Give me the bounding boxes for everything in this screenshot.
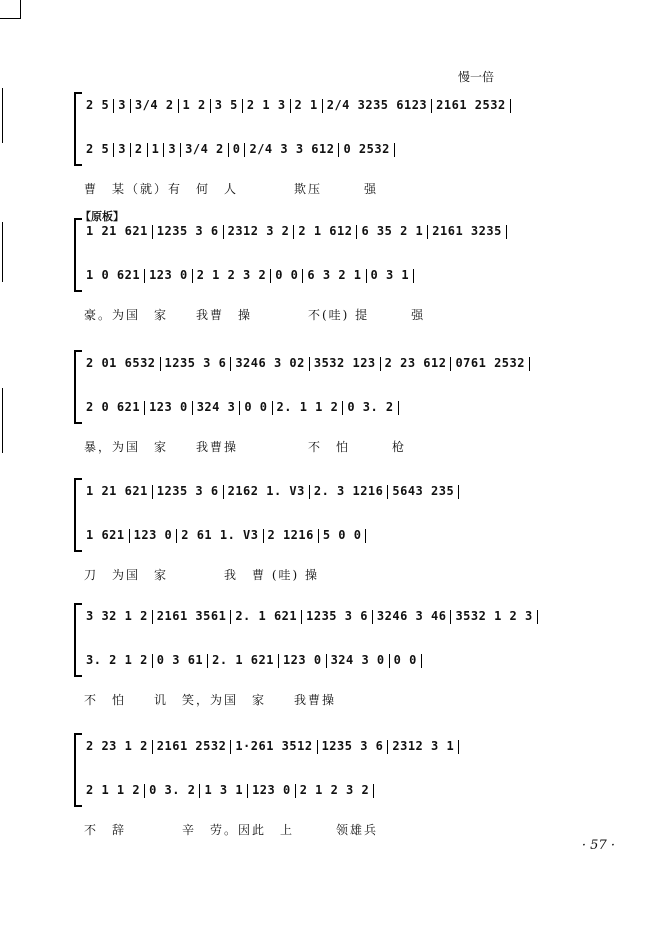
barline	[309, 357, 310, 371]
barline	[230, 610, 231, 624]
page-number: · 57 ·	[581, 838, 615, 853]
upper-staff	[84, 609, 540, 625]
barline	[373, 784, 374, 798]
measure: 3246 3 46	[376, 609, 447, 623]
barline	[244, 143, 245, 157]
measure: 3532 123	[313, 356, 376, 370]
measure: 2	[134, 142, 143, 156]
measure: 3. 2 1 2	[86, 653, 148, 667]
barline	[129, 529, 130, 543]
measure: 0 3. 2	[347, 400, 394, 414]
measure: 1	[151, 142, 160, 156]
measure: 3246 3 02	[235, 356, 305, 370]
lyrics-line: 豪。为国 家 我曹 操 不(哇) 提 强	[84, 308, 426, 322]
system-brace	[74, 603, 82, 677]
barline	[192, 401, 193, 415]
barline	[427, 225, 428, 239]
lyrics-line: 曹 某（就）有 何 人 欺压 强	[84, 182, 379, 196]
measure: 0 2532	[343, 142, 390, 156]
measure: 0 3 1	[370, 268, 410, 282]
lower-staff	[84, 528, 368, 544]
barline	[228, 143, 229, 157]
upper-staff	[84, 224, 509, 240]
barline	[152, 485, 153, 499]
upper-staff	[84, 739, 461, 755]
measure: 3 5	[214, 98, 238, 112]
edge-mark	[2, 88, 3, 143]
barline	[144, 784, 145, 798]
measure: 2 1 2 3 2	[196, 268, 267, 282]
system-brace	[74, 92, 82, 166]
measure: 0 0	[275, 268, 299, 282]
measure: 2161 2532	[436, 98, 506, 112]
measure: 1 21 621	[86, 484, 148, 498]
measure: 3	[118, 142, 126, 156]
measure: 2. 1 621	[212, 653, 274, 667]
barline	[242, 99, 243, 113]
measure: 0761 2532	[455, 356, 525, 370]
measure: 2161 3561	[156, 609, 227, 623]
measure: 123 0	[133, 528, 173, 542]
barline	[431, 99, 432, 113]
measure: 2 1	[294, 98, 318, 112]
lyrics-line: 暴，为国 家 我曹操 不 怕 枪	[84, 440, 407, 454]
barline	[152, 225, 153, 239]
measure: 2 1 612	[298, 224, 353, 238]
measure: 1235 3 6	[306, 609, 368, 623]
barline	[152, 654, 153, 668]
barline	[152, 740, 153, 754]
measure: 0 3. 2	[149, 783, 196, 797]
measure: 5643 235	[392, 484, 455, 498]
crop-mark	[0, 0, 21, 19]
upper-staff	[84, 484, 461, 500]
barline	[318, 529, 319, 543]
lower-staff	[84, 142, 397, 158]
barline	[192, 269, 193, 283]
upper-staff	[84, 356, 532, 372]
barline	[130, 99, 131, 113]
barline	[113, 143, 114, 157]
barline	[210, 99, 211, 113]
measure: 2 23 612	[384, 356, 447, 370]
measure: 2 1 1 2	[86, 783, 141, 797]
barline	[130, 143, 131, 157]
lyrics-line: 不 怕 讥 笑，为国 家 我曹操	[84, 693, 337, 707]
barline	[180, 143, 181, 157]
measure: 2 61 1. V3	[181, 528, 259, 542]
measure: 0 3 61	[156, 653, 204, 667]
barline	[144, 269, 145, 283]
measure: 1235 3 6	[321, 739, 384, 753]
barline	[230, 740, 231, 754]
barline	[366, 269, 367, 283]
barline	[398, 401, 399, 415]
system-brace	[74, 733, 82, 807]
measure: 2. 3 1216	[313, 484, 384, 498]
measure: 2 5	[86, 98, 110, 112]
barline	[247, 784, 248, 798]
barline	[272, 401, 273, 415]
barline	[302, 269, 303, 283]
measure: 1·261 3512	[235, 739, 313, 753]
barline	[537, 610, 538, 624]
barline	[421, 654, 422, 668]
barline	[317, 740, 318, 754]
lower-staff	[84, 653, 424, 669]
measure: 1 2	[182, 98, 206, 112]
lower-staff	[84, 268, 416, 284]
measure: 1235 3 6	[156, 484, 219, 498]
measure: 3	[118, 98, 126, 112]
measure: 0 0	[393, 653, 417, 667]
measure: 2 23 1 2	[86, 739, 148, 753]
measure: 3/4 2	[134, 98, 174, 112]
barline	[144, 401, 145, 415]
barline	[389, 654, 390, 668]
barline	[160, 357, 161, 371]
measure: 6 35 2 1	[361, 224, 424, 238]
system-brace	[74, 218, 82, 292]
measure: 1 621	[86, 528, 125, 542]
barline	[178, 99, 179, 113]
barline	[270, 269, 271, 283]
tempo-marking: 慢一倍	[458, 70, 495, 84]
measure: 1 21 621	[86, 224, 148, 238]
measure: 0	[232, 142, 241, 156]
measure: 2. 1 1 2	[276, 400, 339, 414]
barline	[223, 225, 224, 239]
measure: 324 3	[196, 400, 236, 414]
lyrics-line: 不 辞 辛 劳。因此 上 领雄兵	[84, 823, 379, 837]
upper-staff	[84, 98, 513, 114]
edge-mark	[2, 222, 3, 282]
barline	[293, 225, 294, 239]
measure: 1 3 1	[204, 783, 244, 797]
measure: 2 1216	[267, 528, 314, 542]
barline	[278, 654, 279, 668]
measure: 324 3 0	[330, 653, 385, 667]
measure: 2. 1 621	[235, 609, 298, 623]
measure: 0 0	[244, 400, 268, 414]
barline	[152, 610, 153, 624]
measure: 2 1 3	[246, 98, 286, 112]
measure: 2161 2532	[156, 739, 227, 753]
barline	[113, 99, 114, 113]
barline	[322, 99, 323, 113]
barline	[223, 485, 224, 499]
barline	[230, 357, 231, 371]
measure: 123 0	[149, 400, 188, 414]
barline	[163, 143, 164, 157]
lyrics-line: 刀 为国 家 我 曹 (哇) 操	[84, 568, 319, 582]
barline	[506, 225, 507, 239]
measure: 123 0	[252, 783, 291, 797]
barline	[301, 610, 302, 624]
barline	[309, 485, 310, 499]
barline	[413, 269, 414, 283]
edge-mark	[2, 388, 3, 453]
measure: 2 0 621	[86, 400, 141, 414]
section-mark: 【原板】	[80, 210, 124, 223]
measure: 1 0 621	[86, 268, 141, 282]
measure: 3/4 2	[185, 142, 224, 156]
barline	[290, 99, 291, 113]
lower-staff	[84, 783, 376, 799]
barline	[295, 784, 296, 798]
barline	[529, 357, 530, 371]
barline	[147, 143, 148, 157]
barline	[380, 357, 381, 371]
measure: 123 0	[149, 268, 188, 282]
barline	[450, 357, 451, 371]
measure: 2/4 3235 6123	[326, 98, 428, 112]
measure: 2162 1. V3	[227, 484, 305, 498]
system-brace	[74, 350, 82, 424]
lower-staff	[84, 400, 401, 416]
measure: 2 01 6532	[86, 356, 156, 370]
barline	[176, 529, 177, 543]
barline	[263, 529, 264, 543]
barline	[394, 143, 395, 157]
barline	[199, 784, 200, 798]
system-brace	[74, 478, 82, 552]
measure: 123 0	[282, 653, 322, 667]
barline	[510, 99, 511, 113]
barline	[458, 485, 459, 499]
measure: 3 32 1 2	[86, 609, 148, 623]
measure: 3	[168, 142, 177, 156]
barline	[450, 610, 451, 624]
barline	[387, 740, 388, 754]
barline	[342, 401, 343, 415]
barline	[356, 225, 357, 239]
barline	[387, 485, 388, 499]
barline	[338, 143, 339, 157]
measure: 5 0 0	[322, 528, 362, 542]
barline	[365, 529, 366, 543]
measure: 3532 1 2 3	[455, 609, 533, 623]
barline	[372, 610, 373, 624]
measure: 2 1 2 3 2	[299, 783, 370, 797]
measure: 6 3 2 1	[307, 268, 362, 282]
measure: 2161 3235	[432, 224, 502, 238]
measure: 2/4 3 3 612	[249, 142, 335, 156]
barline	[239, 401, 240, 415]
measure: 2312 3 1	[392, 739, 455, 753]
barline	[458, 740, 459, 754]
barline	[207, 654, 208, 668]
measure: 2 5	[86, 142, 110, 156]
measure: 1235 3 6	[164, 356, 227, 370]
measure: 1235 3 6	[156, 224, 219, 238]
barline	[326, 654, 327, 668]
measure: 2312 3 2	[227, 224, 290, 238]
